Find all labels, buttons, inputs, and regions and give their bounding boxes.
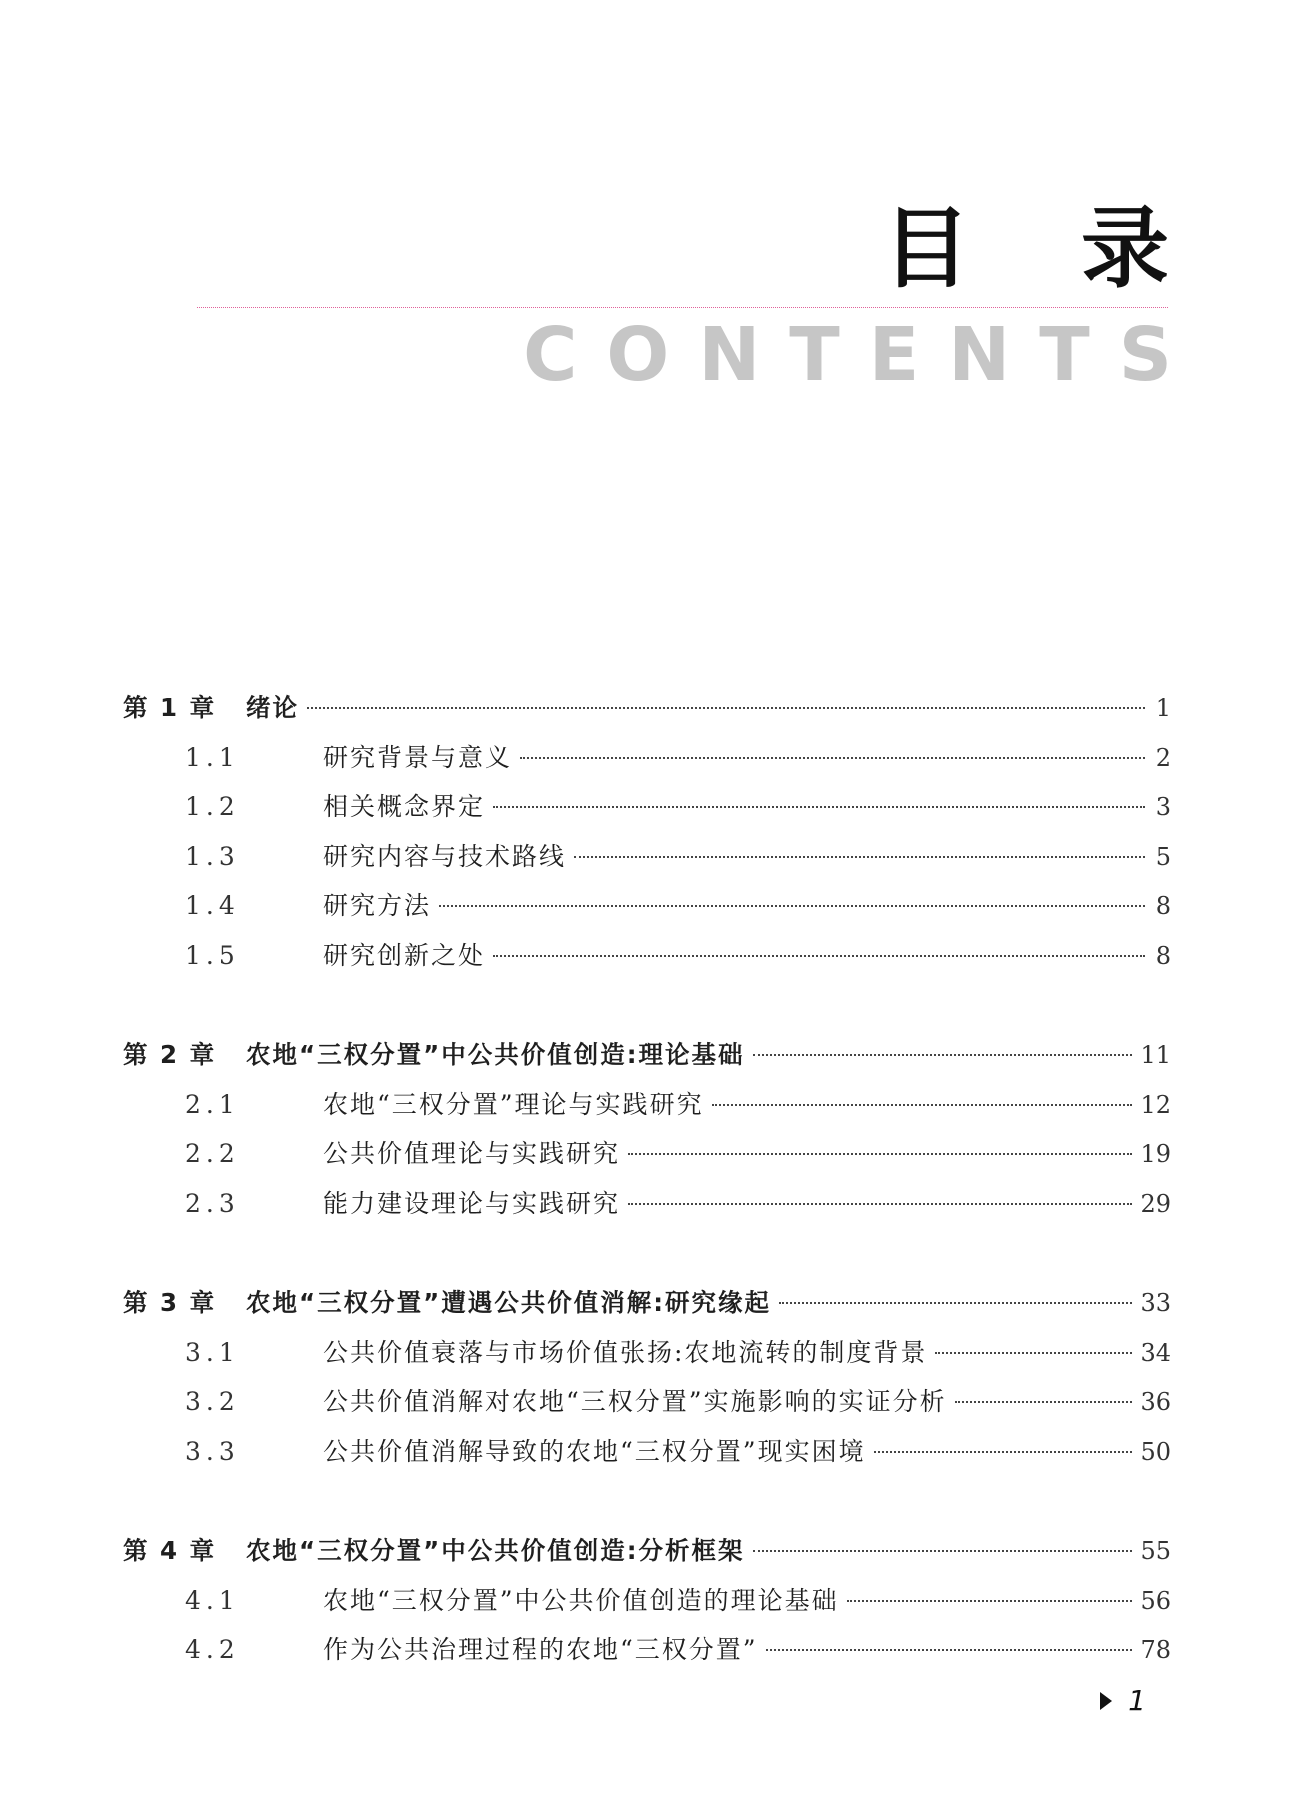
page-number: 34 <box>1140 1338 1171 1367</box>
section-title: 公共价值消解导致的农地“三权分置”现实困境 <box>323 1436 866 1466</box>
section-number: 1.3 <box>185 841 240 871</box>
toc-chapter-1[interactable] <box>123 683 1171 733</box>
chapter-number: 第 1 章 <box>123 693 217 722</box>
section-title: 公共价值消解对农地“三权分置”实施影响的实证分析 <box>323 1387 947 1416</box>
dot-leader <box>766 1649 1133 1651</box>
section-title: 研究背景与意义 <box>323 742 513 772</box>
title-divider <box>197 307 1168 308</box>
chapter-block <box>123 1030 1171 1228</box>
section-title: 能力建设理论与实践研究 <box>323 1188 621 1218</box>
page-number: 33 <box>1140 1289 1171 1317</box>
chapter-title: 农地“三权分置”中公共价值创造:理论基础 <box>246 1040 745 1069</box>
toc-section-1-3[interactable] <box>123 832 1171 882</box>
section-number: 4.1 <box>185 1585 240 1615</box>
chapter-title: 农地“三权分置”中公共价值创造:分析框架 <box>246 1536 745 1565</box>
section-number: 1.1 <box>185 742 240 772</box>
chapter-number: 第 3 章 <box>123 1288 217 1317</box>
page-number: 8 <box>1155 941 1171 970</box>
toc-section-1-4[interactable] <box>123 881 1171 931</box>
page-number: 36 <box>1140 1388 1171 1416</box>
dot-leader <box>935 1352 1132 1354</box>
dot-leader <box>847 1600 1133 1602</box>
section-title: 公共价值衰落与市场价值张扬:农地流转的制度背景 <box>323 1337 928 1367</box>
dot-leader <box>753 1550 1133 1552</box>
chapter-block <box>123 1278 1171 1476</box>
dot-leader <box>628 1203 1132 1205</box>
toc-section-3-2[interactable] <box>123 1377 1171 1427</box>
section-title: 研究创新之处 <box>323 940 486 970</box>
section-number: 2.3 <box>185 1188 240 1218</box>
section-number: 3.1 <box>185 1337 240 1367</box>
dot-leader <box>493 806 1145 808</box>
dot-leader <box>628 1153 1132 1155</box>
chapter-number: 第 2 章 <box>123 1040 217 1069</box>
toc-section-4-2[interactable] <box>123 1625 1171 1675</box>
section-title: 研究方法 <box>323 891 432 920</box>
toc-section-1-2[interactable] <box>123 782 1171 832</box>
toc-section-1-1[interactable] <box>123 733 1171 783</box>
section-number: 1.5 <box>185 940 240 970</box>
dot-leader <box>307 707 1145 709</box>
section-number: 2.1 <box>185 1089 240 1119</box>
dot-leader <box>493 955 1145 957</box>
toc-chapter-3[interactable] <box>123 1278 1171 1328</box>
chapter-title: 农地“三权分置”遭遇公共价值消解:研究缘起 <box>246 1288 771 1317</box>
page-footer <box>1100 1684 1146 1717</box>
chapter-block <box>123 683 1171 980</box>
page-number: 5 <box>1155 842 1171 871</box>
page-number: 56 <box>1140 1586 1171 1615</box>
section-title: 相关概念界定 <box>323 792 486 821</box>
page-number: 3 <box>1155 793 1171 821</box>
section-title: 农地“三权分置”理论与实践研究 <box>323 1089 704 1119</box>
contents-subtitle: CONTENTS <box>523 312 1201 398</box>
page-number: 12 <box>1140 1090 1171 1119</box>
dot-leader <box>874 1451 1133 1453</box>
page-number: 29 <box>1140 1189 1171 1218</box>
chapter-block <box>123 1526 1171 1675</box>
dot-leader <box>439 905 1145 907</box>
toc-chapter-4[interactable] <box>123 1526 1171 1576</box>
footer-page-number: 1 <box>1128 1684 1146 1717</box>
toc-section-2-1[interactable] <box>123 1080 1171 1130</box>
page-number: 1 <box>1155 694 1171 722</box>
toc-chapter-2[interactable] <box>123 1030 1171 1080</box>
page-number: 8 <box>1155 892 1171 920</box>
toc-section-4-1[interactable] <box>123 1576 1171 1626</box>
dot-leader <box>520 757 1145 759</box>
section-title: 作为公共治理过程的农地“三权分置” <box>323 1635 758 1664</box>
dot-leader <box>753 1054 1133 1056</box>
section-number: 1.4 <box>185 891 240 920</box>
page-title: 目 录 <box>882 197 1209 300</box>
page-number: 11 <box>1140 1041 1171 1069</box>
toc-section-1-5[interactable] <box>123 931 1171 981</box>
triangle-right-icon <box>1100 1692 1112 1710</box>
page-number: 2 <box>1155 743 1171 772</box>
section-number: 3.3 <box>185 1436 240 1466</box>
toc-section-3-3[interactable] <box>123 1427 1171 1477</box>
table-of-contents <box>123 683 1171 1725</box>
dot-leader <box>779 1302 1132 1304</box>
section-number: 2.2 <box>185 1139 240 1168</box>
toc-section-2-2[interactable] <box>123 1129 1171 1179</box>
toc-section-3-1[interactable] <box>123 1328 1171 1378</box>
chapter-title: 绪论 <box>246 693 299 722</box>
page-number: 55 <box>1140 1537 1171 1565</box>
dot-leader <box>574 856 1145 858</box>
section-number: 1.2 <box>185 792 240 821</box>
section-number: 4.2 <box>185 1635 240 1664</box>
page-number: 78 <box>1140 1636 1171 1664</box>
section-title: 农地“三权分置”中公共价值创造的理论基础 <box>323 1585 839 1615</box>
dot-leader <box>712 1104 1133 1106</box>
chapter-number: 第 4 章 <box>123 1536 217 1565</box>
section-title: 研究内容与技术路线 <box>323 841 567 871</box>
dot-leader <box>955 1401 1133 1403</box>
section-title: 公共价值理论与实践研究 <box>323 1139 621 1168</box>
toc-section-2-3[interactable] <box>123 1179 1171 1229</box>
page-number: 50 <box>1140 1437 1171 1466</box>
page-number: 19 <box>1140 1140 1171 1168</box>
section-number: 3.2 <box>185 1387 240 1416</box>
